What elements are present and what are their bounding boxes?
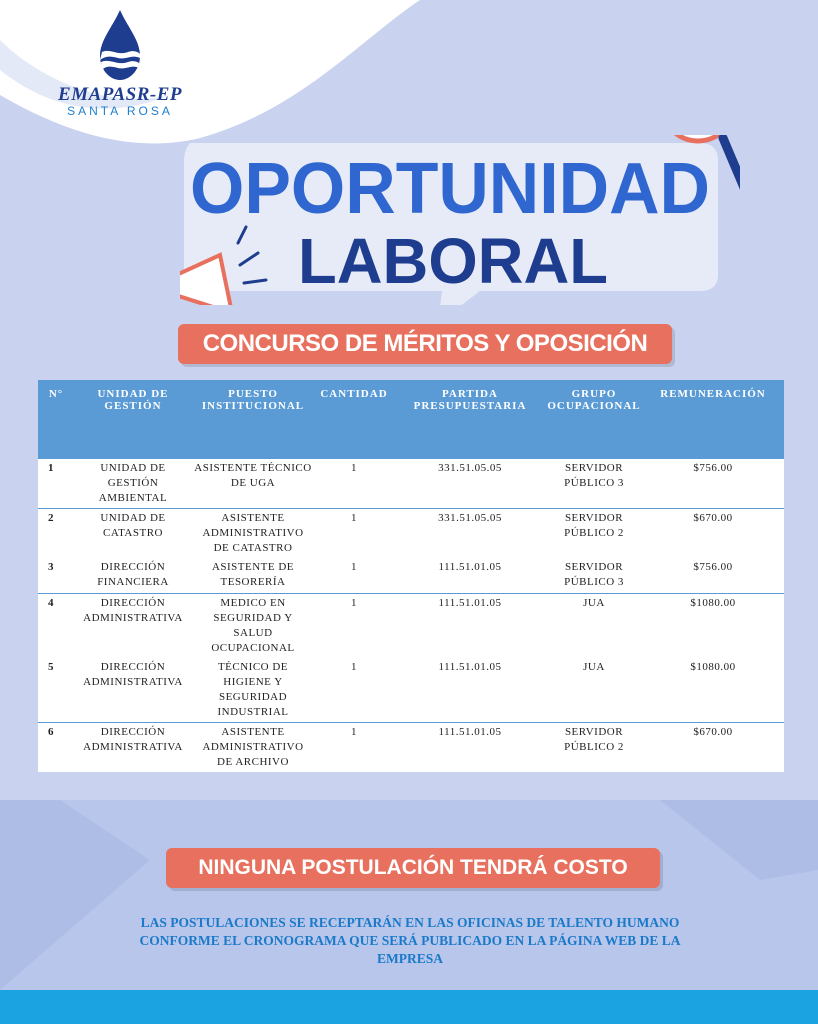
contest-subtitle: CONCURSO DE MÉRITOS Y OPOSICIÓN xyxy=(178,324,672,364)
cell-num: 5 xyxy=(38,658,74,723)
table-row xyxy=(38,558,784,594)
cell-num: 1 xyxy=(38,459,74,509)
positions-table xyxy=(38,380,784,772)
cell-unidad: DIRECCIÓN ADMINISTRATIVA xyxy=(74,594,192,659)
header-partida: PARTIDA PRESUPUESTARIA xyxy=(394,380,546,459)
table-row xyxy=(38,509,784,559)
cell-grupo: SERVIDOR PÚBLICO 2 xyxy=(546,723,642,773)
table-header-row xyxy=(38,380,784,459)
cell-cantidad: 1 xyxy=(314,658,394,723)
cell-puesto: ASISTENTE ADMINISTRATIVO DE CATASTRO xyxy=(192,509,314,559)
table-row xyxy=(38,459,784,509)
hero-title-line1: OPORTUNIDAD xyxy=(190,149,710,229)
cell-grupo: SERVIDOR PÚBLICO 3 xyxy=(546,459,642,509)
header-remuneracion: REMUNERACIÓN xyxy=(642,380,784,459)
cell-remuneracion: $670.00 xyxy=(642,509,784,559)
cell-puesto: ASISTENTE ADMINISTRATIVO DE ARCHIVO xyxy=(192,723,314,773)
company-logo xyxy=(40,8,200,118)
cell-puesto: ASISTENTE TÉCNICO DE UGA xyxy=(192,459,314,509)
cell-remuneracion: $756.00 xyxy=(642,459,784,509)
table-row xyxy=(38,723,784,773)
cell-unidad: DIRECCIÓN ADMINISTRATIVA xyxy=(74,658,192,723)
cell-puesto: ASISTENTE DE TESORERÍA xyxy=(192,558,314,594)
cell-grupo: JUA xyxy=(546,658,642,723)
cell-remuneracion: $670.00 xyxy=(642,723,784,773)
cell-num: 3 xyxy=(38,558,74,594)
header-num: N° xyxy=(38,380,74,459)
cell-grupo: SERVIDOR PÚBLICO 2 xyxy=(546,509,642,559)
water-drop-icon xyxy=(40,8,200,84)
cell-cantidad: 1 xyxy=(314,594,394,659)
application-info: LAS POSTULACIONES SE RECEPTARÁN EN LAS OFICINAS DE TALENTO HUMANO CONFORME EL CRONOGRAMA QUE SERÁ PUBLICADO EN LA PÁGINA WEB DE LA EMPRESA xyxy=(139,915,681,966)
cell-unidad: UNIDAD DE CATASTRO xyxy=(74,509,192,559)
footer-bar xyxy=(0,990,818,1024)
hero-title-line2: LABORAL xyxy=(298,225,608,297)
cell-remuneracion: $756.00 xyxy=(642,558,784,594)
cell-unidad: UNIDAD DE GESTIÓN AMBIENTAL xyxy=(74,459,192,509)
cell-partida: 111.51.01.05 xyxy=(394,558,546,594)
cell-partida: 331.51.05.05 xyxy=(394,459,546,509)
cell-cantidad: 1 xyxy=(314,723,394,773)
cell-cantidad: 1 xyxy=(314,558,394,594)
hero-banner xyxy=(180,135,740,305)
header-cantidad: CANTIDAD xyxy=(314,380,394,459)
cell-partida: 111.51.01.05 xyxy=(394,658,546,723)
header-puesto: PUESTO INSTITUCIONAL xyxy=(192,380,314,459)
cell-num: 6 xyxy=(38,723,74,773)
table-row xyxy=(38,594,784,659)
no-cost-notice: NINGUNA POSTULACIÓN TENDRÁ COSTO xyxy=(166,848,660,888)
cell-cantidad: 1 xyxy=(314,459,394,509)
logo-brand: EMAPASR-EP xyxy=(58,84,182,105)
cell-puesto: MEDICO EN SEGURIDAD Y SALUD OCUPACIONAL xyxy=(192,594,314,659)
cell-partida: 111.51.01.05 xyxy=(394,594,546,659)
cell-puesto: TÉCNICO DE HIGIENE Y SEGURIDAD INDUSTRIAL xyxy=(192,658,314,723)
cell-remuneracion: $1080.00 xyxy=(642,594,784,659)
header-unidad: UNIDAD DE GESTIÓN xyxy=(74,380,192,459)
cell-grupo: SERVIDOR PÚBLICO 3 xyxy=(546,558,642,594)
cell-cantidad: 1 xyxy=(314,509,394,559)
cell-partida: 331.51.05.05 xyxy=(394,509,546,559)
table-row xyxy=(38,658,784,723)
logo-subtitle: SANTA ROSA xyxy=(67,104,173,118)
cell-grupo: JUA xyxy=(546,594,642,659)
cell-unidad: DIRECCIÓN FINANCIERA xyxy=(74,558,192,594)
cell-num: 4 xyxy=(38,594,74,659)
cell-num: 2 xyxy=(38,509,74,559)
cell-partida: 111.51.01.05 xyxy=(394,723,546,773)
header-grupo: GRUPO OCUPACIONAL xyxy=(546,380,642,459)
cell-unidad: DIRECCIÓN ADMINISTRATIVA xyxy=(74,723,192,773)
cell-remuneracion: $1080.00 xyxy=(642,658,784,723)
